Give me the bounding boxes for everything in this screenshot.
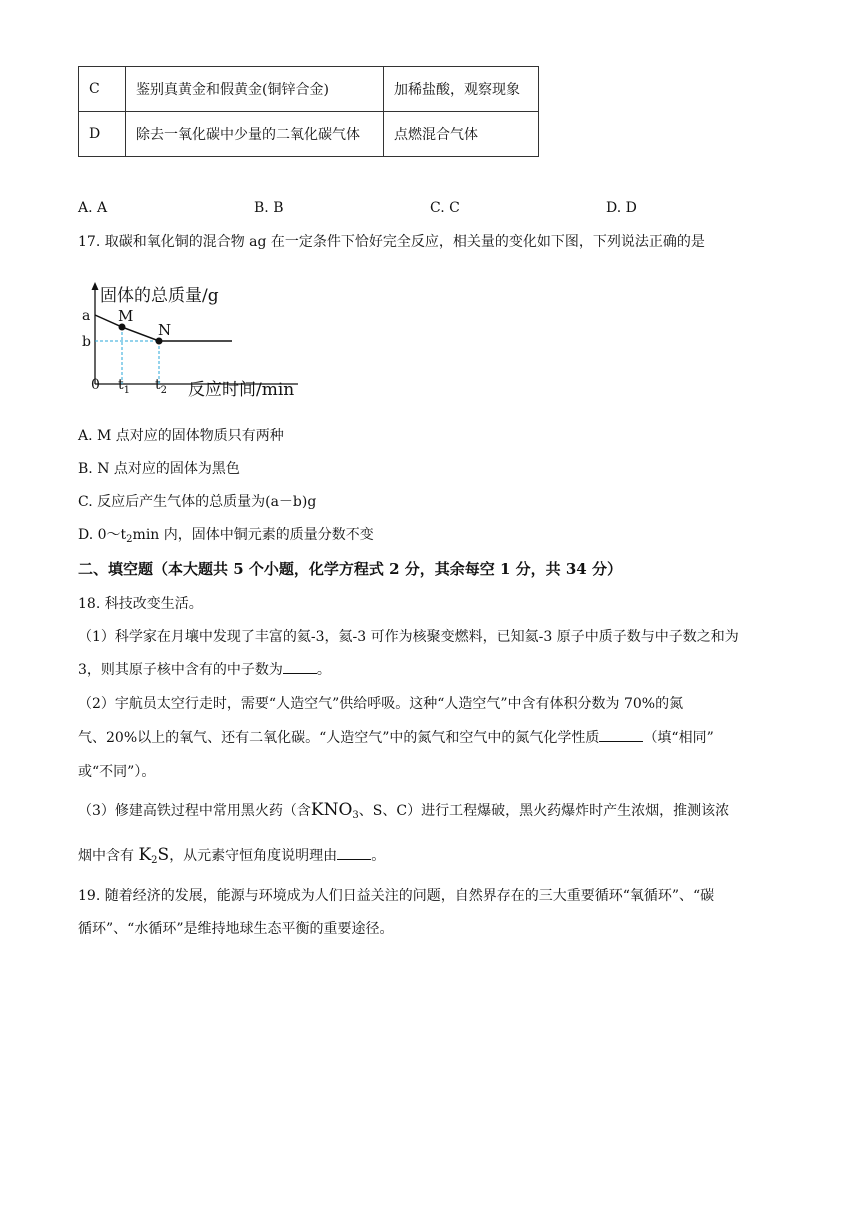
q18-part1-text: 3，则其原子核中含有的中子数为 <box>78 662 283 678</box>
point-m-label: M <box>118 307 134 325</box>
q18-part2-text: 气、20%以上的氧气、还有二氧化碳。“人造空气”中的氮气和空气中的氮气化学性质 <box>78 730 600 746</box>
y-tick-b: b <box>82 334 91 350</box>
table-cell-letter: C <box>79 67 126 112</box>
x-tick-t1 <box>118 377 130 396</box>
options-table <box>78 66 539 157</box>
y-axis-arrow <box>92 282 99 290</box>
answer-blank[interactable] <box>599 729 643 742</box>
q17-option-d <box>78 525 374 550</box>
q17-option-d-sub: 2 <box>126 534 133 545</box>
q17-option-c: C. 反应后产生气体的总质量为(a－b)g <box>78 494 317 510</box>
section2-title: 二、填空题（本大题共 5 个小题，化学方程式 2 分，其余每空 1 分，共 34 分） <box>78 560 622 578</box>
formula-k2s <box>138 845 169 865</box>
q16-option-b: B. B <box>254 200 284 216</box>
point-n-label: N <box>158 321 172 339</box>
table-row <box>79 112 539 157</box>
q18-part3-line1 <box>78 800 729 826</box>
q16-option-c: C. C <box>430 200 460 216</box>
q19-line2: 循环”、“水循环”是维持地球生态平衡的重要途径。 <box>78 921 394 937</box>
formula-k2s-s: S <box>157 845 170 865</box>
formula-kno3-sub: 3 <box>352 810 359 821</box>
answer-blank[interactable] <box>283 661 317 674</box>
table-row <box>79 67 539 112</box>
q17-option-d-suffix: min 内，固体中铜元素的质量分数不变 <box>132 527 374 543</box>
y-tick-a: a <box>82 308 91 324</box>
mass-time-chart <box>78 278 318 403</box>
q18-part3-text-d: ，从元素守恒角度说明理由 <box>169 848 338 864</box>
q16-option-d: D. D <box>606 200 637 216</box>
q17-option-a: A. M 点对应的固体物质只有两种 <box>78 428 284 444</box>
formula-kno3 <box>311 800 359 820</box>
q17-option-d-prefix: D. 0～t <box>78 527 127 543</box>
q18-part3-text-a: （3）修建高铁过程中常用黑火药（含 <box>78 803 311 819</box>
q18-part2-line2 <box>78 728 714 748</box>
x-tick-t1-base: t <box>118 377 124 393</box>
origin-label: 0 <box>91 377 100 393</box>
answer-blank[interactable] <box>337 847 371 860</box>
q19-line1: 19. 随着经济的发展，能源与环境成为人们日益关注的问题，自然界存在的三大重要循环“氧循环”、“碳 <box>78 888 715 904</box>
formula-kno3-base: KNO <box>310 800 353 820</box>
x-axis-label: 反应时间/min <box>188 380 295 400</box>
table-cell-item: 鉴别真黄金和假黄金(铜锌合金) <box>126 67 384 112</box>
q18-stem: 18. 科技改变生活。 <box>78 596 203 612</box>
q17-option-b: B. N 点对应的固体为黑色 <box>78 461 240 477</box>
x-tick-t1-sub: 1 <box>123 385 131 396</box>
x-tick-t2 <box>155 377 167 396</box>
q18-part1-line2 <box>78 660 331 680</box>
q17-stem: 17. 取碳和氧化铜的混合物 ag 在一定条件下恰好完全反应，相关量的变化如下图，下列说法正确的是 <box>78 234 705 250</box>
q18-part2-end: （填“相同” <box>643 730 714 746</box>
x-tick-t2-sub: 2 <box>160 385 168 396</box>
q18-part3-line2 <box>78 845 385 871</box>
q18-part1-line1: （1）科学家在月壤中发现了丰富的氦-3，氦-3 可作为核聚变燃料，已知氦-3 原子中质子数与中子数之和为 <box>78 629 739 645</box>
x-tick-t2-base: t <box>155 377 161 393</box>
q18-part2-line1: （2）宇航员太空行走时，需要“人造空气”供给呼吸。这种“人造空气”中含有体积分数为 70%的氮 <box>78 696 684 712</box>
table-cell-item: 除去一氧化碳中少量的二氧化碳气体 <box>126 112 384 157</box>
q18-part2-line3: 或“不同”）。 <box>78 764 156 780</box>
table-cell-method: 加稀盐酸，观察现象 <box>384 67 539 112</box>
table-cell-letter: D <box>79 112 126 157</box>
q18-part1-end: 。 <box>316 662 331 678</box>
formula-k2s-sub: 2 <box>151 855 158 866</box>
q18-part3-text-c: 烟中含有 <box>78 848 134 864</box>
y-axis-label: 固体的总质量/g <box>100 286 219 306</box>
q16-option-a: A. A <box>78 200 108 216</box>
q18-part3-text-b: 、S、C）进行工程爆破，黑火药爆炸时产生浓烟，推测该浓 <box>358 803 730 819</box>
table-cell-method: 点燃混合气体 <box>384 112 539 157</box>
formula-k2s-k: K <box>138 845 152 865</box>
q18-part3-end: 。 <box>371 848 386 864</box>
